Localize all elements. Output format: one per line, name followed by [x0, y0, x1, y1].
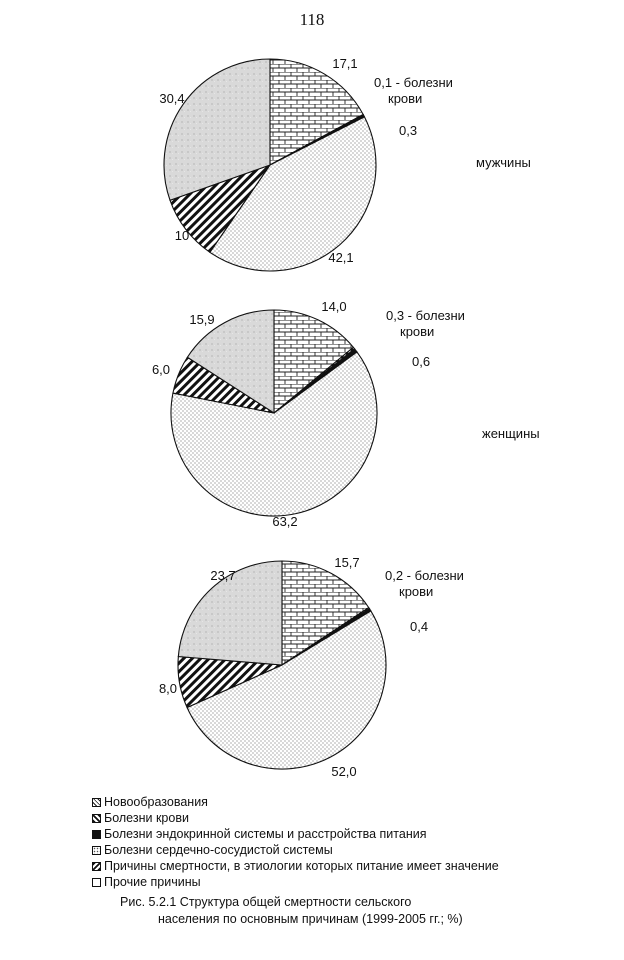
chart-title-2: женщины [482, 426, 540, 441]
legend [92, 794, 499, 890]
slice-label-2-3: 0,6 [412, 354, 431, 369]
legend-swatch-hatch-back [92, 814, 101, 823]
slice-label-2-4: 63,2 [272, 514, 298, 529]
slice-label-3-1: 15,7 [334, 555, 360, 570]
caption-line-2: населения по основным причинам (1999-2005 гг.; %) [158, 912, 463, 926]
slice-label-1-4: 42,1 [328, 250, 354, 265]
legend-label: Болезни сердечно-сосудистой системы [104, 843, 333, 857]
legend-swatch-hatch-fwd [92, 862, 101, 871]
slice-label-3-5: 8,0 [158, 681, 178, 696]
pie-chart-3 [159, 555, 464, 779]
page-number: 118 [299, 10, 325, 29]
legend-swatch-bricks [92, 798, 101, 807]
caption-line-1: Рис. 5.2.1 Структура общей смертности сельского [120, 895, 412, 909]
pie-chart-1 [159, 56, 531, 271]
legend-label: Причины смертности, в этиологии которых питание имеет значение [104, 859, 499, 873]
slice-label-2-5: 6,0 [151, 362, 171, 377]
legend-item-6 [92, 874, 499, 890]
legend-label: Болезни крови [104, 811, 189, 825]
slice-label-2-2: 0,3 - болезни крови [386, 308, 465, 339]
pie-chart-2 [152, 299, 540, 529]
legend-item-2 [92, 810, 499, 826]
slice-label-3-4: 52,0 [331, 764, 357, 779]
chart-title-1: мужчины [476, 155, 531, 170]
slice-label-1-2: 0,1 - болезни крови [374, 75, 453, 106]
slice-label-1-5: 10 [174, 228, 190, 243]
legend-item-5 [92, 858, 499, 874]
slice-label-3-6: 23,7 [210, 568, 236, 583]
slice-label-1-6: 30,4 [159, 91, 185, 106]
legend-item-1 [92, 794, 499, 810]
legend-label: Прочие причины [104, 875, 201, 889]
slice-label-1-1: 17,1 [332, 56, 358, 71]
slice-label-1-3: 0,3 [399, 123, 418, 138]
legend-swatch-gray [92, 878, 101, 887]
slice-label-3-2: 0,2 - болезни крови [385, 568, 464, 599]
slice-label-2-6: 15,9 [189, 312, 215, 327]
legend-label: Новообразования [104, 795, 208, 809]
legend-label: Болезни эндокринной системы и расстройства питания [104, 827, 427, 841]
figure-caption [120, 894, 463, 928]
slice-label-3-3: 0,4 [410, 619, 429, 634]
slice-label-2-1: 14,0 [321, 299, 347, 314]
legend-swatch-solid [92, 830, 101, 839]
legend-swatch-dots [92, 846, 101, 855]
legend-item-3 [92, 826, 499, 842]
legend-item-4 [92, 842, 499, 858]
